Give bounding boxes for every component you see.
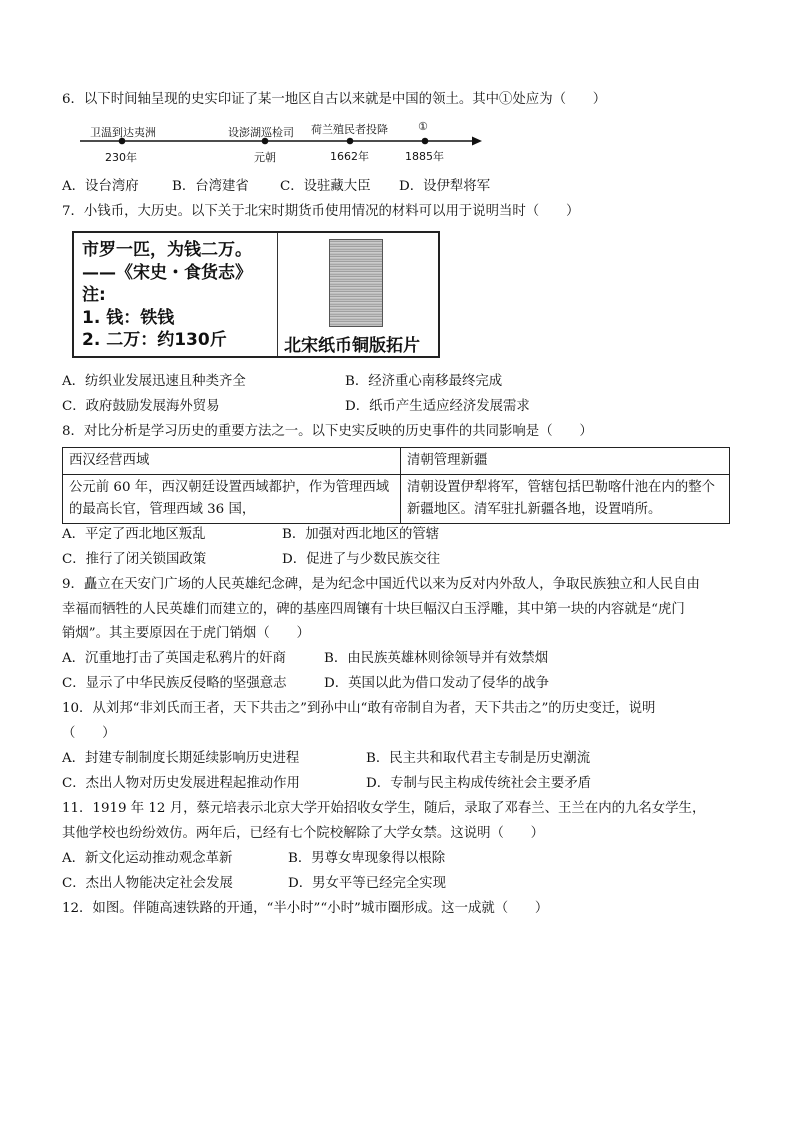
q7-option-a[interactable]: A．纺织业发展迅速且种类齐全 [62, 374, 246, 389]
table-cell-2: 清朝设置伊犁将军，管辖包括巴勒喀什池在内的整个新疆地区。清军驻扎新疆各地，设置哨所。 [401, 475, 730, 524]
q7-option-b[interactable]: B．经济重心南移最终完成 [345, 374, 503, 389]
table-cell-1: 公元前 60 年，西汉朝廷设置西域都护，作为管理西域的最高长官，管理西域 36 国， [63, 475, 401, 524]
material-note-heading: 注: [82, 285, 106, 305]
q12-stem: 12．如图。伴随高速铁路的开通，“半小时”“小时”城市圈形成。这一成就（ ） [62, 901, 549, 916]
material-note-1: 1. 钱：铁钱 [82, 307, 175, 328]
q10-option-c[interactable]: C．杰出人物对历史发展进程起推动作用 [62, 776, 300, 791]
q9-option-a[interactable]: A．沉重地打击了英国走私鸦片的奸商 [62, 651, 286, 666]
q10-option-b[interactable]: B．民主共和取代君主专制是历史潮流 [366, 751, 591, 766]
q9-stem-line2: 幸福而牺牲的人民英雄们而建立的，碑的基座四周镶有十块巨幅汉白玉浮雕，其中第一块的内容就是“虎门 [62, 602, 685, 617]
banknote-caption: 北宋纸币铜版拓片 [284, 336, 420, 356]
timeline-event-bottom-1: 230年 [105, 151, 137, 164]
material-source: ——《宋史・食货志》 [82, 262, 252, 283]
q8-option-a[interactable]: A．平定了西北地区叛乱 [62, 527, 206, 542]
timeline-event-top-3: 荷兰殖民者投降 [311, 123, 388, 136]
material-note-2: 2. 二万：约130斤 [82, 330, 227, 350]
q11-option-d[interactable]: D．男女平等已经完全实现 [288, 876, 447, 891]
q7-material-text [82, 239, 252, 352]
timeline-event-top-4: ① [418, 120, 428, 133]
q6-stem: 6．以下时间轴呈现的史实印证了某一地区自古以来就是中国的领土。其中①处应为（ ） [62, 92, 607, 107]
q9-option-c[interactable]: C．显示了中华民族反侵略的坚强意志 [62, 676, 287, 691]
table-header-2: 清朝管理新疆 [401, 448, 730, 475]
q11-stem-line1: 11．1919 年 12 月，蔡元培表示北京大学开始招收女学生，随后，录取了邓春兰、王兰在内的九名女学生， [62, 801, 706, 816]
q8-option-d[interactable]: D．促进了与少数民族交往 [282, 552, 441, 567]
table-header-1: 西汉经营西域 [63, 448, 401, 475]
q11-option-c[interactable]: C．杰出人物能决定社会发展 [62, 876, 233, 891]
q6-option-a[interactable]: A．设台湾府 [62, 179, 139, 194]
q6-option-d[interactable]: D．设伊犁将军 [399, 179, 491, 194]
timeline-event-bottom-2: 元朝 [254, 151, 276, 164]
q8-option-c[interactable]: C．推行了闭关锁国政策 [62, 552, 207, 567]
timeline-event-top-2: 设澎湖巡检司 [228, 126, 294, 139]
timeline-event-top-1: 卫温到达夷洲 [90, 126, 156, 139]
timeline-event-bottom-3: 1662年 [330, 150, 369, 163]
q8-stem: 8．对比分析是学习历史的重要方法之一。以下史实反映的历史事件的共同影响是（ ） [62, 424, 593, 439]
q9-stem-line1: 9．矗立在天安门广场的人民英雄纪念碑，是为纪念中国近代以来为反对内外敌人，争取民族独立和人民自由 [62, 577, 700, 592]
q7-material-box [72, 231, 440, 358]
q9-stem-line3: 销烟”。其主要原因在于虎门销烟（ ） [62, 626, 310, 641]
q11-option-a[interactable]: A．新文化运动推动观念革新 [62, 851, 233, 866]
banknote-rubbing-image [329, 239, 383, 327]
q6-option-b[interactable]: B．台湾建省 [172, 179, 249, 194]
material-quote: 市罗一匹，为钱二万。 [82, 240, 252, 260]
q9-option-d[interactable]: D．英国以此为借口发动了侵华的战争 [324, 676, 549, 691]
timeline-event-bottom-4: 1885年 [405, 150, 444, 163]
q7-stem: 7．小钱币，大历史。以下关于北宋时期货币使用情况的材料可以用于说明当时（ ） [62, 204, 580, 219]
q6-option-c[interactable]: C．设驻藏大臣 [280, 179, 371, 194]
q10-option-a[interactable]: A．封建专制制度长期延续影响历史进程 [62, 751, 300, 766]
q11-stem-line2: 其他学校也纷纷效仿。两年后，已经有七个院校解除了大学女禁。这说明（ ） [62, 826, 545, 841]
q8-comparison-table [62, 447, 730, 524]
q8-option-b[interactable]: B．加强对西北地区的管辖 [282, 527, 440, 542]
table-header-row [63, 448, 730, 475]
q10-stem-line1: 10．从刘邦“非刘氏而王者，天下共击之”到孙中山“敢有帝制自为者，天下共击之”的历史变迁，说明 [62, 701, 656, 716]
q11-option-b[interactable]: B．男尊女卑现象得以根除 [288, 851, 446, 866]
q10-option-d[interactable]: D．专制与民主构成传统社会主要矛盾 [366, 776, 591, 791]
q7-option-c[interactable]: C．政府鼓励发展海外贸易 [62, 399, 220, 414]
q10-stem-line2: （ ） [62, 726, 116, 741]
q9-option-b[interactable]: B．由民族英雄林则徐领导并有效禁烟 [324, 651, 549, 666]
table-row [63, 475, 730, 524]
material-divider [277, 233, 278, 356]
q7-option-d[interactable]: D．纸币产生适应经济发展需求 [345, 399, 530, 414]
